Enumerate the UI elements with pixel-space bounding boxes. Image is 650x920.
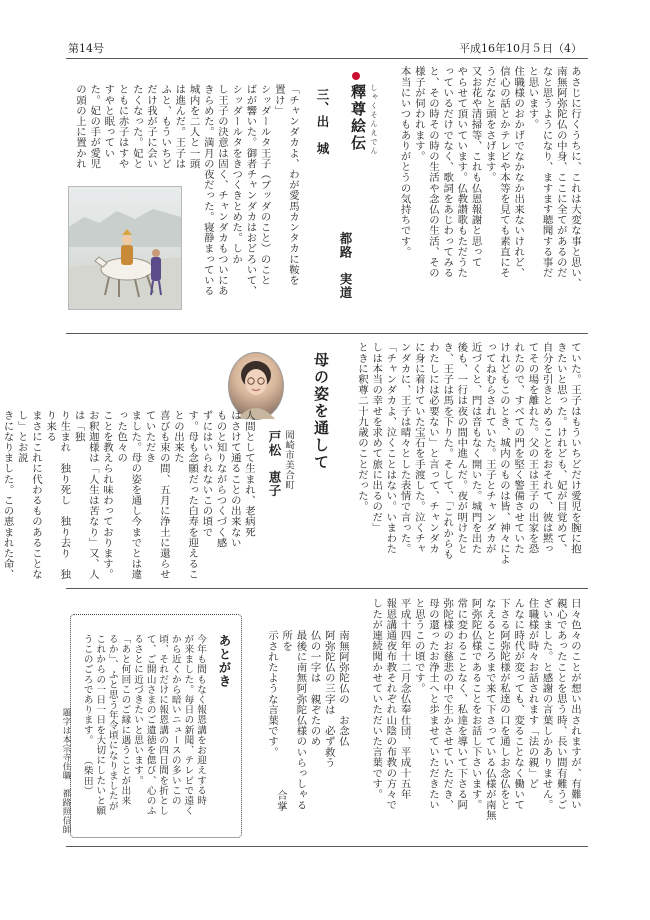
footer-rule	[66, 846, 588, 847]
bottom-column-1: 日々色々のことが想い出されますが、有難い 親心であったことを思う時、長い間有難うご ざいました。と感謝の言葉しかありません。 住職様が時々お話されます「法の親」ど んなに時代が変っても、変ることなく働いて 下さる阿弥陀様が私達の口を通しお念仏をと なえるところまで来て下さっている仏様が南無 阿弥陀仏様であることをお話し下さいます。 常に変わることなく、私達を導いて下さる阿 弥陀様のお慈悲の中で生かさせていただき、 母の還ったお浄土へと歩ませていただきたい と思うこの頃です。 平成十四年十二月念仏奉仕団、平成十五年 報恩講通夜布教それぞれ山陰の布教の方々で したが連続聞かせていただいた言葉です。	[370, 598, 581, 821]
article-author: 都路 実道	[338, 232, 353, 300]
header-rule	[66, 58, 588, 59]
afterword-title: あとがき	[217, 634, 232, 688]
section-rule-1	[66, 333, 588, 334]
author-location: 岡崎市美合町	[283, 430, 294, 490]
buddha-departure-painting	[68, 186, 182, 310]
middle-column-2: 人間として生まれ、老病死 はさけて通ることの出来ない ものと知りながらつくづく感 ずにはいられないこの頃で す。母も念願だった白寿を迎えることの出来た 喜びも束の間、五月に浄土に還らせていただき ました。母の姿を通し今までとは違った色々の ことを教えられ味わっております。 お釈迦様は「人生は苦なり」又、人は「独 り生まれ 独り死し 独り去り 独り来る まさにこれに代わるものあることなし」とお説 きになりました。この恵まれた命、	[1, 410, 255, 580]
top-column-1: あさじに行くうちに、これは大変な事と思い、 南無阿弥陀仏の中身、ここに全てがあるのだ なと思うようになり、ますます聴聞する事だ と思います。 住職様のおかげでなかなか出来ないけれど、 信心の話とかテレビや本等を見ても素直にそ うだなと頭をさげます。 又お花や清掃等、これも仏恩報謝と思って やらせて頂いています。仏教讃歌もただうた っているだけでなく、歌詞をあじわってみる と、その時その時の生活や念仏の生活、その 様子が伺われます。 本当にいつもありがとうの気持ちです。	[398, 66, 581, 289]
calligraphy-credit: 題字は本宗寺住職 都路照信師	[61, 708, 71, 834]
nembutsu-poem: 南無阿弥陀仏の お念仏 阿弥陀仏の三字は 必ず救う 仏の一字は 親ぞたのめ 最後に南無阿弥陀仏様のいらっしゃる所を 示されたような言葉です。	[265, 630, 349, 811]
issue-date: 平成16年10月５日（4）	[459, 42, 582, 55]
series-title-ruby: しゃくそんえでん	[370, 84, 378, 156]
essay-title: 母の姿を通して	[312, 352, 330, 471]
afterword-body: 今年も間もなく報恩講をお迎えする時 が来ました。毎日の新聞、テレビで遠く から近くから暗いニュースの多いこの 頃、それだけに報恩講の四日間を折とし て、ご開山さまのご遺徳を偲び、心のふ るさとに近づきたいと思います。 「あと何回このご縁に遇うことが出来 るか」、ふと思う年令頃になりましたが これからの一日一日を大切にしたいと願 うこのごろであります。 （柴田）	[81, 634, 206, 816]
series-title: 釋尊絵伝	[349, 84, 367, 152]
chapter-heading: 三、出 城	[315, 88, 330, 156]
section-rule-2	[66, 588, 588, 589]
gassho-closing: 合掌	[275, 790, 287, 812]
middle-column-1: ていた。王子はもういちどだけ愛児を腕に抱 きたいと思った。けれども、妃が目覚めて、 自分を引きとめることをおそれて、彼は黙っ てその場を離れた。父の王は王子の出家を恐 れたので、すべての門を堅く警備させていた けれどもこのとき、城内のものは皆、神々によ ってねむらされていた。王子とチャンダカが 近づくと、門は音もなく開いた。城門を出た 後も、一行は夜の間中進んだ。夜が明けたと き、王子は馬を下りた。そして、「これからも わたしには必要ない」と言って、チャンダカ に身に着けていた宝石を手渡した。泣くチャ ンダカに、王子は晴々とした表情で言った。 「チャンダカよ、泣くことはない。いまわた しは本当の幸せを求めて旅に出るのだ」 ときに釈尊二十九歳のことだった。	[355, 342, 581, 565]
essay-author: 戸松 恵子	[267, 430, 282, 498]
series-bullet-icon	[352, 72, 360, 80]
painting-illustration	[69, 187, 181, 309]
issue-number: 第14号	[68, 42, 104, 55]
top-column-2-full: 「チャンダカよ、わが愛馬カンタカに鞍を 置け」 シッダールタ王子（ブッダのこと）のこと ばが響いた。御者チャンダカはおどろいて、 シッダールタをきつくきとめた。しか し王子の決意は固く、チャンダカもついにあ きらめた。満月の夜だった。寝静まっている 城内を二人と一頭 は進んだ。王子は ふと、もういちど だけ我が子に会い たくなった。妃と ともに赤子はすや すやと眠ってい た。妃の手が愛児 の頭の上に置かれ	[73, 84, 299, 296]
